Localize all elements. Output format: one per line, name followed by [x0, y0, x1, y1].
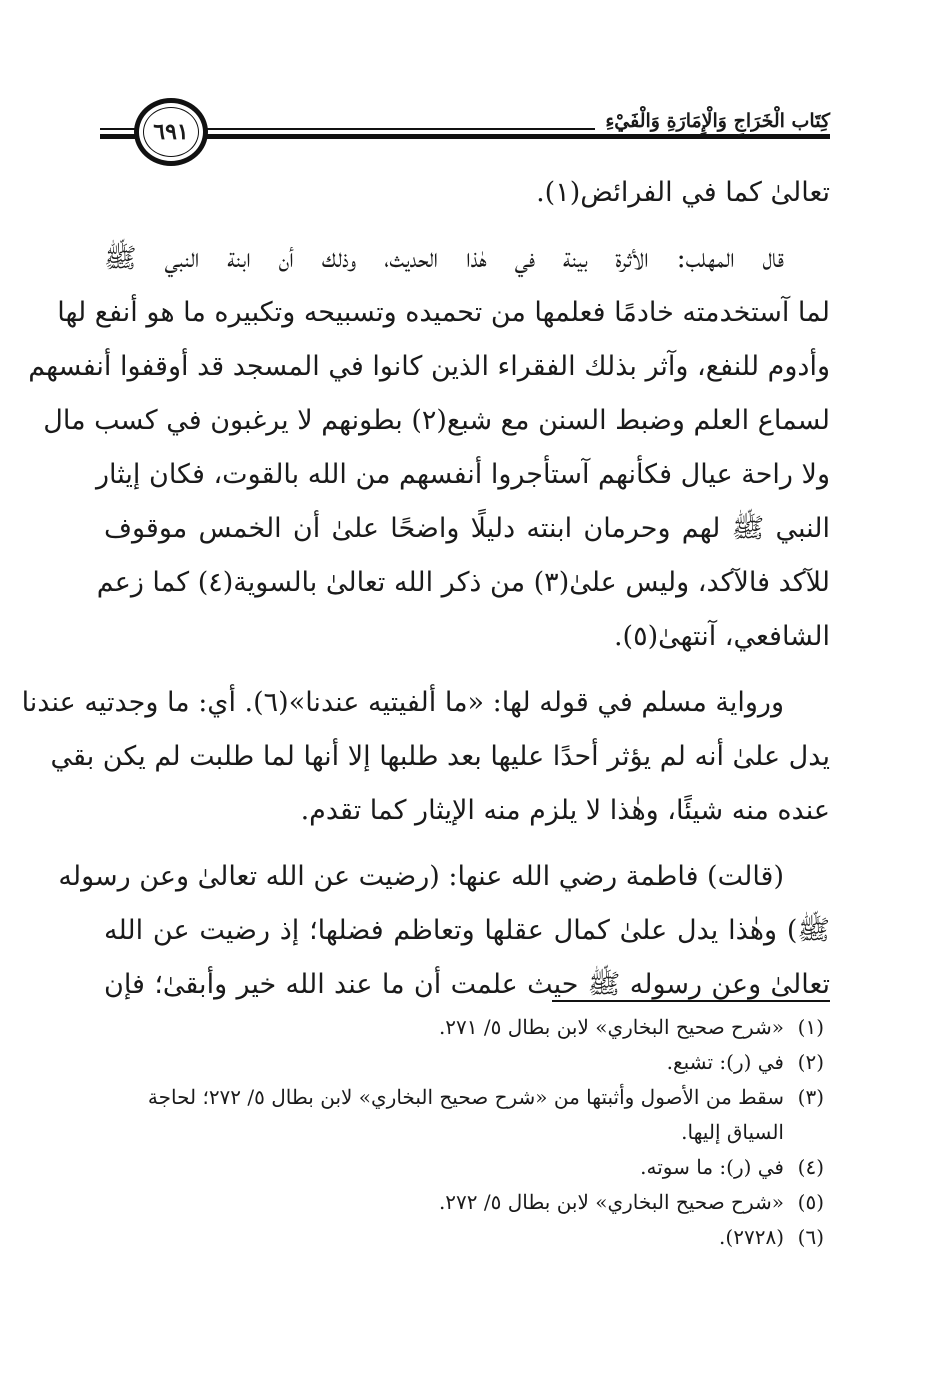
- footnote-text: في (ر): تشبع.: [666, 1050, 784, 1074]
- footnote-separator: [552, 1000, 830, 1002]
- text-line: تعالىٰ كما في الفرائض(١).: [536, 177, 830, 208]
- text-line: ولا راحة عيال فكأنهم آستأجروا أنفسهم من الله بالقوت، فكان إيثار: [95, 459, 830, 490]
- footnote-5: [104, 1185, 830, 1220]
- text-line: النبي ﷺ لهم وحرمان ابنته دليلًا واضحًا علىٰ أن الخمس موقوف: [104, 513, 830, 544]
- paragraph-3: [21, 676, 830, 838]
- footnote-text: «شرح صحيح البخاري» لابن بطال ٥/ ٢٧١.: [438, 1015, 784, 1039]
- footnote-number: (٦): [797, 1225, 824, 1249]
- footnote-4: [104, 1150, 830, 1185]
- footnote-1: [104, 1010, 830, 1045]
- text-line: ورواية مسلم في قوله لها: «ما ألفيتيه عندنا»(٦). أي: ما وجدتيه عندنا: [21, 687, 784, 718]
- footnote-text: سقط من الأصول وأثبتها من «شرح صحيح البخاري» لابن بطال ٥/ ٢٧٢؛ لحاجة السياق إليها.: [147, 1085, 784, 1144]
- page-number: ٦٩١: [153, 119, 189, 145]
- footnote-number: (٢): [797, 1050, 824, 1074]
- book-title: كِتَاب الْخَرَاجِ وَالْإِمَارَةِ وَالْفَيْءِ: [595, 108, 830, 134]
- text-line: (قالت) فاطمة رضي الله عنها: (رضيت عن الله تعالىٰ وعن رسوله: [58, 861, 784, 892]
- paragraph-2: [28, 232, 830, 664]
- paragraph-4: [58, 850, 830, 1012]
- text-line: لما آستخدمته خادمًا فعلمها من تحميده وتسبيحه وتكبيره ما هو أنفع لها: [57, 297, 830, 328]
- footnote-2: [104, 1045, 830, 1080]
- text-line: عنده منه شيئًا، وهٰذا لا يلزم منه الإيثار كما تقدم.: [300, 795, 830, 826]
- footnote-text: «شرح صحيح البخاري» لابن بطال ٥/ ٢٧٢.: [438, 1190, 784, 1214]
- paragraph-1: [104, 166, 830, 220]
- page-number-ornament: [134, 98, 208, 166]
- main-text: [21, 166, 830, 1024]
- footnote-6: [104, 1220, 830, 1255]
- text-line: لسماع العلم وضبط السنن مع شبع(٢) بطونهم لا يرغبون في كسب مال: [43, 405, 830, 436]
- header-rule-thick: [100, 134, 830, 139]
- text-line: ﷺ) وهٰذا يدل علىٰ كمال عقلها وتعاظم فضلها؛ إذ رضيت عن الله: [104, 915, 830, 946]
- footnote-3: [104, 1080, 830, 1150]
- footnote-number: (١): [797, 1015, 824, 1039]
- footnote-text: في (ر): ما سوته.: [640, 1155, 784, 1179]
- footnote-number: (٥): [797, 1190, 824, 1214]
- text-line: يدل علىٰ أنه لم يؤثر أحدًا عليها بعد طلبها إلا أنها لما طلبت لم يكن بقي: [50, 741, 830, 772]
- text-line: الشافعي، آنتهىٰ(٥).: [613, 621, 830, 652]
- footnote-text: (٢٧٢٨).: [719, 1225, 784, 1249]
- text-line: تعالىٰ وعن رسوله ﷺ حيث علمت أن ما عند الله خير وأبقىٰ؛ فإن: [104, 969, 830, 1000]
- footnote-number: (٣): [797, 1085, 824, 1109]
- footnote-number: (٤): [797, 1155, 824, 1179]
- text-line: وأدوم للنفع، وآثر بذلك الفقراء الذين كانوا في المسجد قد أوقفوا أنفسهم: [28, 351, 830, 382]
- footnotes: [104, 1010, 830, 1255]
- page-header: [100, 98, 830, 168]
- text-line: قال المهلب: الأثرة بينة في هٰذا الحديث، وذلك أن ابنة النبي ﷺ: [104, 243, 784, 274]
- text-line: للآكد فالآكد، وليس علىٰ(٣) من ذكر الله تعالىٰ بالسوية(٤) كما زعم: [96, 567, 830, 598]
